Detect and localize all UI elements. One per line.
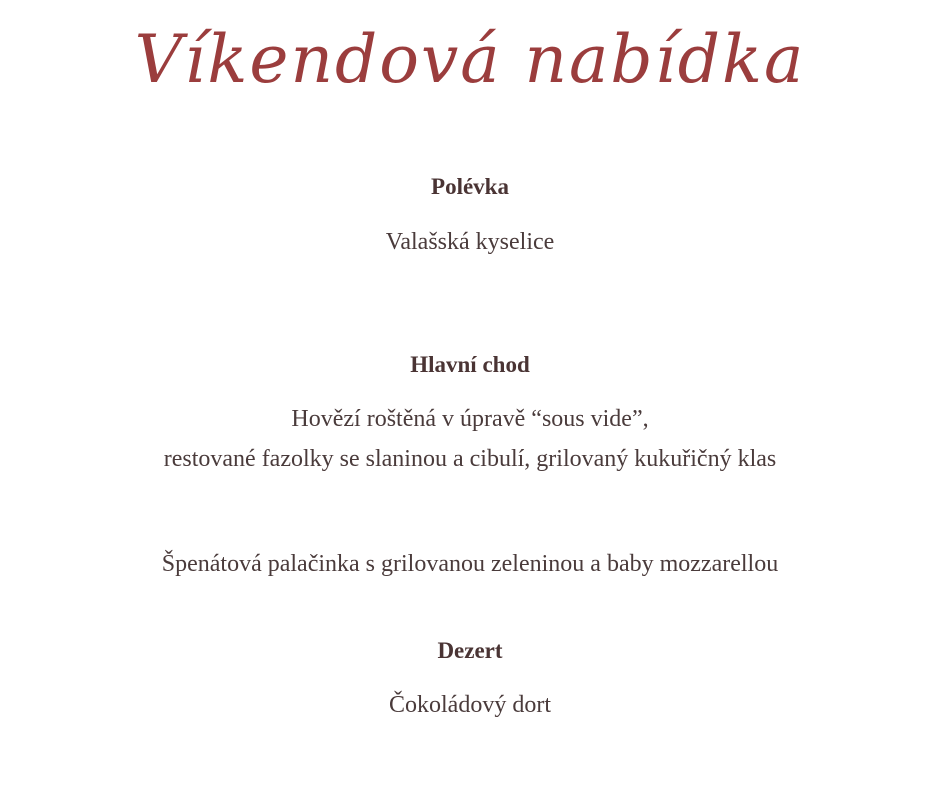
dessert-heading: Dezert	[437, 638, 503, 663]
main-course-dish-line-2: restované fazolky se slaninou a cibulí, grilovaný kukuřičný klas	[163, 446, 777, 472]
soup-dish: Valašská kyselice	[385, 229, 555, 255]
dessert-dish: Čokoládový dort	[389, 692, 551, 718]
vegetarian-dish: Špenátová palačinka s grilovanou zeleninou a baby mozzarellou	[161, 551, 779, 577]
main-course-dish	[0, 399, 940, 479]
main-course-dish-line-1: Hovězí roštěná v úpravě “sous vide”,	[291, 406, 649, 432]
menu-title: Víkendová nabídka	[134, 21, 806, 98]
soup-heading: Polévka	[431, 174, 509, 199]
main-course-heading: Hlavní chod	[410, 352, 530, 377]
